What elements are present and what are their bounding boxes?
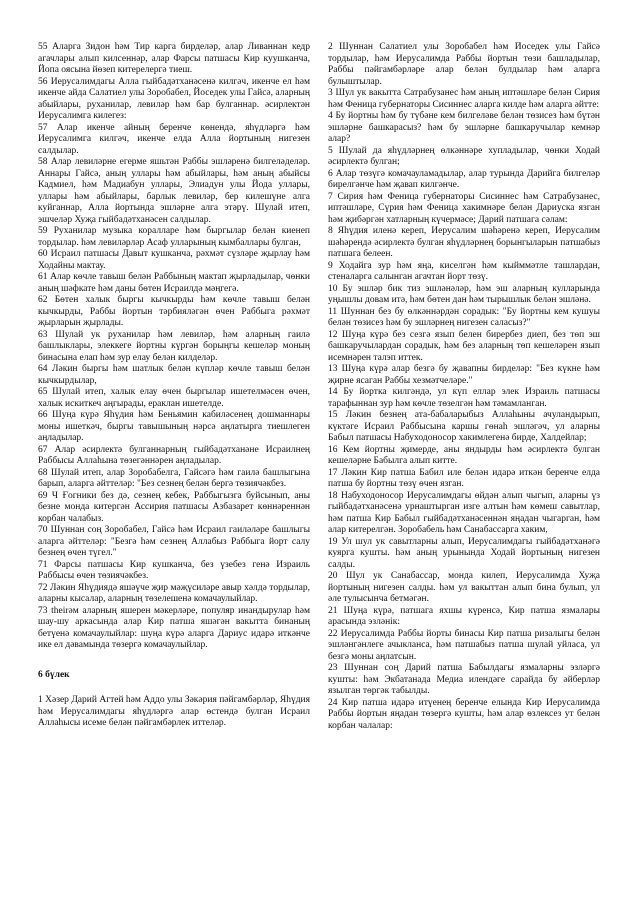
verse: 11 Шуннан без бу өлкәннәрдән сорадык: "Бу йортны кем кушуы белән төзисез һәм бу эшләрнең нигезен саласыз?" [328,306,600,328]
verse: 69 Ч Ғогники без дә, сезнең кебек, Раббыгызга буйсынып, аны безне монда китергән Ассирия патшасы Азбазарет көннәреннән корбан чалабыз. [38,490,310,524]
verse: 72 Ләкин Яһүдиядә яшәүче җир мәҗүсиләре авыр хәлдә тордылар, аларны кысалар, аларның төзелешенә комачаулыйлар. [38,582,310,604]
verse: 22 Иерусалимда Раббы йорты бинасы Кир патша ризалыгы белән эшләнгәнлеге ачыкланса, һәм патшабыз патша шулай уйласа, ул безгә моны аңлатсын. [328,628,600,662]
verse: 19 Ул шул ук савытларны алып, Иерусалимдагы гыйбадәтханәгә куярга кушты. һәм аның урынында Ходай йортының нигезен салды. [328,536,600,570]
verse: 12 Шуңа күрә без сезгә язып белен бирербез диеп, без төп эш башкаручылардан сорадык, һәм без аларның төп кешеләрен язып исемнәрен талэп иттек. [328,329,600,363]
verse: 73 theirәм аларның яшерен мәкерләре, популяр инандырулар һәм шау-шу аркасында алар Кир патша яшәгән вакытта бинаның бетүенә комачаулыйлар: шуңа күрә аларга Дариус идарә иткәнче ике ел дәвамында төзергә комачаулыйлар. [38,605,310,650]
verse: 15 Ләкин безнең ата-бабаларыбыз Аллаһыны ачуландырып, күктәге Исраил Раббысына каршы гөнаһ эшләгәч, ул аларны Бабыл патшасы Набуходоносор хакимлегенә бирде, Халдейлар; [328,410,600,443]
verse: 61 Алар көчле тавыш белән Раббының мактап җырладылар, чөнки аның шәфкате һәм даны бөтен Исраилдә мәңгегә. [38,272,310,294]
verse: 66 Шуңа күрә Яһүдия һәм Беньямин кабиләсенең дошманнары моны ишеткәч, быргы тавышының нәрсә аңлатырга тиешлеген аңладылар. [38,410,310,443]
verse: 1 Хәзер Дарий Агтей һәм Аддо улы Зәкәрия пәйгамбәрләр, Яһүдия һәм Иерусалимдагы яһүдләргә алар өстендә булган Исраил Аллаһысы исеме белән пәйгамбәрлек иттеләр. [38,695,310,728]
verse: 21 Шуңа күрә, патшага яхшы күренсә, Кир патша язмалары арасында эзләнік: [328,605,600,627]
verse: 5 Шулай да яһүдләрнең өлкәннәре хупладылар, чөнки Ходай әсирлектә булган; [328,145,600,167]
verse: 17 Ләкин Кир патша Бабил иле белән идарә иткән беренче елда патша бу йортны төзү өчен язган. [328,467,600,489]
verse: 68 Шулай итеп, алар Зоробабелга, Гайсәгә һәм гаилә башлыгына барып, аларга әйттеләр: "Без сезнең белән бергә төзиячәкбез. [38,467,310,489]
verse: 59 Руханилар музыка коралларе һәм быргылар белән киенеп тордылар. һәм левиләрләр Асаф улларының кымбаллары булган, [38,226,310,248]
verse: 24 Кир патша идарә итүенең беренче елында Кир Иерусалимда Раббы йортын яңадан төзергә кушты, һәм алар өзлексез ут белән корбан чалалар: [328,697,600,731]
verse: 63 Шулай ук руханилар һәм левиләр, һәм аларның гаилә башлыклары, элеккеге йортны күргән борыңгы кешеләр моның бинасына елап һәм зур елау белән килделәр. [38,329,310,363]
verse: 16 Кем йортны җимерде, аны яндырды һәм әсирлектә булган кешеләрне Бабылга алып китте. [328,444,600,466]
left-verses-before-heading [38,42,310,652]
left-column [38,42,310,903]
verse: 71 Фарсы патшасы Кир кушканча, без үзебез генә Израиль Раббысы өчен төзиячәкбез. [38,559,310,581]
verse: 70 Шуннан соң Зоробабел, Гайсә һәм Исраил гаиләләре башлыгы аларга әйттеләр: "Безгә һәм сезнең Аллабыз Раббыга йорт салу безнең өчен түгел." [38,525,310,558]
verse: 67 Алар әсирлектә булганнарның гыйбадәтханәне Исраилнең Раббысы Аллаһына төзегәннәрен аңладылар. [38,444,310,466]
right-column [328,42,600,903]
verse: 4 Бу йортны һәм бу түбәне кем билгеләве белән төзисез һәм бүтән эшләрне башкарасыз? һәм бу эшләрне башкаручылар кемнәр алар? [328,111,600,144]
verse: 57 Алар икенче айның беренче көнендә, яһүдләргә һәм Иерусалимга килгәч, икенче елда Алла йортының нигезен салдылар. [38,122,310,156]
verse: 56 Иерусалимдагы Алла гыйбадәтханәсенә килгәч, икенче ел һәм икенче айда Салатиел улы Зоробабел, Йоседек улы Гайсә, аларның абыйлары, руханилар, левиләр һәм бар булганнар. әсирлектән Иерусалимга килегез: [38,76,310,121]
verse: 65 Шулай итеп, халык елау өчен быргылар ишетелмәсен өчен, халык искиткеч аңгырады, ераклан ишетелде. [38,387,310,409]
verse: 2 Шуннан Салатиел улы Зоробабел һәм Йоседек улы Гайсә тордылар, һәм Иерусалимда Раббы йортын төзи башладылар, Раббы пәйгамбәрләре алар белән булдылар һәм аларга булыштылар. [328,42,600,87]
verse: 14 Бу йортка килгәндә, ул күп еллар элек Израиль патшасы тарафыннан зур һәм көчле төзелгән һәм тәмамланган. [328,387,600,409]
verse: 23 Шуннан соң Дарий патша Бабылдагы язмаларны эзләргә кушты: һәм Экбатанада Медиа илендәге сарайда бу әйберләр язылган төргәк табылды. [328,663,600,696]
verse: 62 Бөтен халык быргы кычкырды һәм көчле тавыш белән кычкырды, Раббы йортын тәрбияләгән өчен Раббыга рәхмәт җырларын җырлады. [38,295,310,328]
verse: 60 Исраил патшасы Давыт кушканча, рәхмәт сүзләре җырлау һәм Ходайны мактау. [38,249,310,271]
verse: 18 Набуходоносор Иерусалимдагы өйдән алып чыгып, аларны үз гыйбадәтханәсенә урнаштырган изге алтын һәм көмеш савытлар, һәм патша Кир Бабыл гыйбадәтханәсеннән яңадан чыгарган, һәм алар китерелгән. Зоробабель һәм Санабассарга хаким, [328,490,600,535]
verse: 10 Бу эшләр бик тиз эшләнәләр, һәм эш аларның кулларында уңышлы довам итә, һәм бөтен дан һәм тырышлык белән эшләнә. [328,283,600,305]
verse: 3 Шул ук вакытта Сатрабузанес һәм аның иптәшләре белән Сирия һәм Феница губернаторы Сисиннес аларга килде һәм аларга әйтте: [328,88,600,110]
verse: 9 Ходайга зур һәм яңа, киселгән һәм кыйммәтле ташлардан, стеналарга салынган агачтан йорт төзү. [328,260,600,282]
verse: 13 Шуңа күрә алар безгә бу җавапны бирделәр: "Без күкне һәм җирне ясаган Раббы хезмәтчеләре." [328,364,600,386]
verse: 20 Шул ук Санабассар, монда килеп, Иерусалимда Хуҗа йортының нигезен салды. һәм ул вакыттан алып бина булып, ул әле тулысынча бетмәгән. [328,571,600,604]
verse: 58 Алар левиләрне егерме яшьтән Раббы эшләренә билгеләделәр. Аннары Гайсә, аның уллары һәм абыйлары, һәм аның абыйсы Кадмиел, һәм Мадиабун уллары, Элиадун улы Йода уллары, уллары һәм абыйлары, барлык левиләр, бер килешүне алга куйганнар, Алла йортында эшләрне алга этәрү. Шулай итеп, эшчеләр Хуҗа гыйбадәтханәсен салдылар. [38,157,310,225]
verse: 55 Аларга Зидон һәм Тир карга бирделәр, алар Ливаннан кедр агачлары алып килсеннәр, алар Фарсы патшасы Кир куушканча, Йопа оясына йөзеп китерелергә тиеш. [38,42,310,75]
verse: 8 Яһүдия иленә кереп, Иерусалим шәһәренә кереп, Иерусалим шәһәрендә әсирлектә булган яһүдләрнең борынгыларын патшабыз патшага белеен. [328,226,600,259]
left-verses-after-heading [38,695,310,730]
verse: 64 Ләкин быргы һәм шатлык белән күпләр көчле тавыш белән кычкырдылар, [38,364,310,386]
chapter-heading: 6 бүлек [38,669,70,680]
verse: 7 Сирия һәм Феница губернаторы Сисиннес һәм Сатрабузанес, иптәшләре, Сүрия һәм Феница хакимнәре белән Дариуска язган һәм җибәргән хатларның күчермәсе; Дарий патшага сәлам: [328,191,600,225]
verse: 6 Алар төзүгә комачауламадылар, алар турында Дарийга билгеләр бирелгәнче һәм җавап килгәнче. [328,168,600,190]
